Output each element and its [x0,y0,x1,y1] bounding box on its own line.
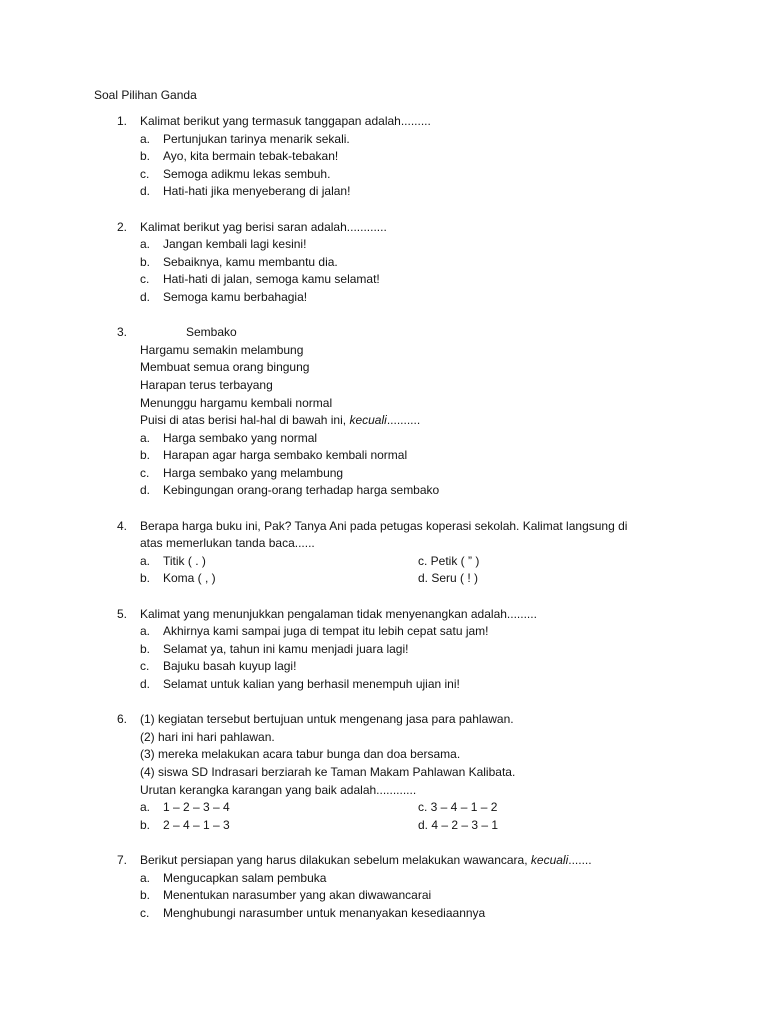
option-letter: a. [140,131,151,146]
option-letter: d. [140,677,151,691]
option-text-right: d. Seru ( ! ) [418,571,479,586]
option-letter: d. [140,483,151,498]
question-prompt [140,852,592,870]
question-text: Menunggu hargamu kembali normal [140,395,333,410]
answer-option [0,676,768,694]
question-text: atas memerlukan tanda baca...... [140,536,315,551]
option-letter: d. [140,184,151,199]
option-letter: a. [140,800,151,815]
question-text: Kalimat yang menunjukkan pengalaman tidak menyenangkan adalah......... [140,606,537,621]
question-number: 2. [117,219,128,234]
prompt-text: Puisi di atas berisi hal-hal di bawah ini, [140,413,350,428]
option-text: Kebingungan orang-orang terhadap harga sembako [163,483,440,498]
answer-option [0,482,768,500]
question-text: (2) hari ini hari pahlawan. [140,729,275,744]
option-letter: a. [140,553,151,568]
answer-option [0,183,768,201]
answer-option [0,131,768,149]
answer-option-row [0,570,768,588]
option-text: Menentukan narasumber yang akan diwawancarai [163,888,432,903]
question-2 [0,219,768,307]
question-number: 6. [117,712,128,727]
answer-option-row [0,799,768,817]
question-1 [0,113,768,201]
answer-option [0,289,768,307]
question-4 [0,518,768,588]
prompt-dots: ....... [568,852,592,867]
answer-option [0,641,768,659]
option-letter: c. [140,465,150,480]
text-line [0,711,768,729]
question-text: (3) mereka melakukan acara tabur bunga dan doa bersama. [140,747,461,762]
question-text: Kalimat berikut yang termasuk tanggapan adalah......... [140,114,431,128]
answer-option [0,623,768,641]
option-text: Titik ( . ) [163,553,206,568]
question-number: 7. [117,852,128,867]
question-text: Hargamu semakin melambung [140,342,304,357]
option-letter: b. [140,817,151,832]
prompt-text: Berikut persiapan yang harus dilakukan sebelum melakukan wawancara, [140,852,531,867]
option-letter: a. [140,870,151,885]
answer-option [0,658,768,676]
question-number: 1. [117,114,128,128]
option-letter: a. [140,237,151,252]
option-text: Pertunjukan tarinya menarik sekali. [163,131,350,146]
option-text: Koma ( , ) [163,571,216,586]
option-text: Harapan agar harga sembako kembali normal [163,448,408,463]
answer-option [0,465,768,483]
answer-option [0,166,768,184]
option-letter: d. [140,289,151,304]
answer-option [0,905,768,923]
text-line [0,729,768,747]
text-line [0,219,768,237]
question-text: Kalimat berikut yag berisi saran adalah............ [140,219,387,234]
prompt-emphasis: kecuali [349,413,387,428]
option-text: Selamat ya, tahun ini kamu menjadi juara lagi! [163,641,409,656]
option-letter: a. [140,430,151,445]
option-text: Mengucapkan salam pembuka [163,870,327,885]
answer-option [0,430,768,448]
text-line [0,113,768,131]
option-letter: b. [140,641,151,656]
option-text: Ayo, kita bermain tebak-tebakan! [163,149,339,164]
text-line [0,852,768,870]
option-text-right: c. 3 – 4 – 1 – 2 [418,800,498,815]
text-line [0,342,768,360]
option-text-right: d. 4 – 2 – 3 – 1 [418,817,499,832]
option-text: Jangan kembali lagi kesini! [163,237,307,252]
option-letter: c. [140,905,150,920]
question-list [0,113,768,940]
option-text: Selamat untuk kalian yang berhasil menempuh ujian ini! [163,677,460,691]
option-letter: b. [140,571,151,586]
option-text-right: c. Petik ( ” ) [418,553,480,568]
option-text: Menghubungi narasumber untuk menanyakan kesediaannya [163,905,486,920]
option-letter: c. [140,659,150,674]
answer-option [0,148,768,166]
text-line [0,395,768,413]
option-text: Semoga kamu berbahagia! [163,289,308,304]
question-text: (4) siswa SD Indrasari berziarah ke Taman Makam Pahlawan Kalibata. [140,764,516,779]
option-text: Bajuku basah kuyup lagi! [163,659,297,674]
option-text: Harga sembako yang normal [163,430,318,445]
text-line [0,324,768,342]
option-text: 2 – 4 – 1 – 3 [163,817,230,832]
text-line [0,782,768,800]
question-text: Urutan kerangka karangan yang baik adalah............ [140,782,417,797]
option-letter: c. [140,272,150,287]
text-line [0,606,768,624]
option-text: Sebaiknya, kamu membantu dia. [163,254,338,269]
option-letter: b. [140,149,151,164]
answer-option [0,236,768,254]
text-line [0,535,768,553]
option-text: Hati-hati di jalan, semoga kamu selamat! [163,272,380,287]
question-text: Membuat semua orang bingung [140,360,310,375]
text-line [0,518,768,536]
question-text: (1) kegiatan tersebut bertujuan untuk mengenang jasa para pahlawan. [140,712,514,727]
answer-option [0,447,768,465]
option-text: Akhirnya kami sampai juga di tempat itu lebih cepat satu jam! [163,624,489,639]
document-page [0,87,768,920]
option-text: Hati-hati jika menyeberang di jalan! [163,184,351,199]
option-letter: b. [140,448,151,463]
answer-option [0,870,768,888]
text-line [0,764,768,782]
question-5 [0,606,768,694]
answer-option-row [0,553,768,571]
option-letter: c. [140,166,150,181]
text-line [0,359,768,377]
option-letter: b. [140,888,151,903]
text-line [0,412,768,430]
question-number: 4. [117,518,128,533]
question-7 [0,852,768,922]
answer-option [0,254,768,272]
option-text: 1 – 2 – 3 – 4 [163,800,230,815]
text-line [0,746,768,764]
poem-title: Sembako [186,325,237,340]
question-3 [0,324,768,500]
prompt-dots: .......... [386,413,421,428]
question-number: 5. [117,606,128,621]
option-letter: a. [140,624,151,639]
prompt-emphasis: kecuali [530,852,569,867]
answer-option [0,887,768,905]
answer-option [0,271,768,289]
option-text: Semoga adikmu lekas sembuh. [163,166,331,181]
option-letter: b. [140,254,151,269]
question-text: Berapa harga buku ini, Pak? Tanya Ani pada petugas koperasi sekolah. Kalimat langsung di [140,518,628,533]
question-number: 3. [117,325,128,340]
answer-option-row [0,817,768,835]
question-text: Harapan terus terbayang [140,377,273,392]
document-title: Soal Pilihan Ganda [94,88,197,102]
question-6 [0,711,768,834]
option-text: Harga sembako yang melambung [163,465,344,480]
question-prompt [140,412,420,430]
text-line [0,377,768,395]
